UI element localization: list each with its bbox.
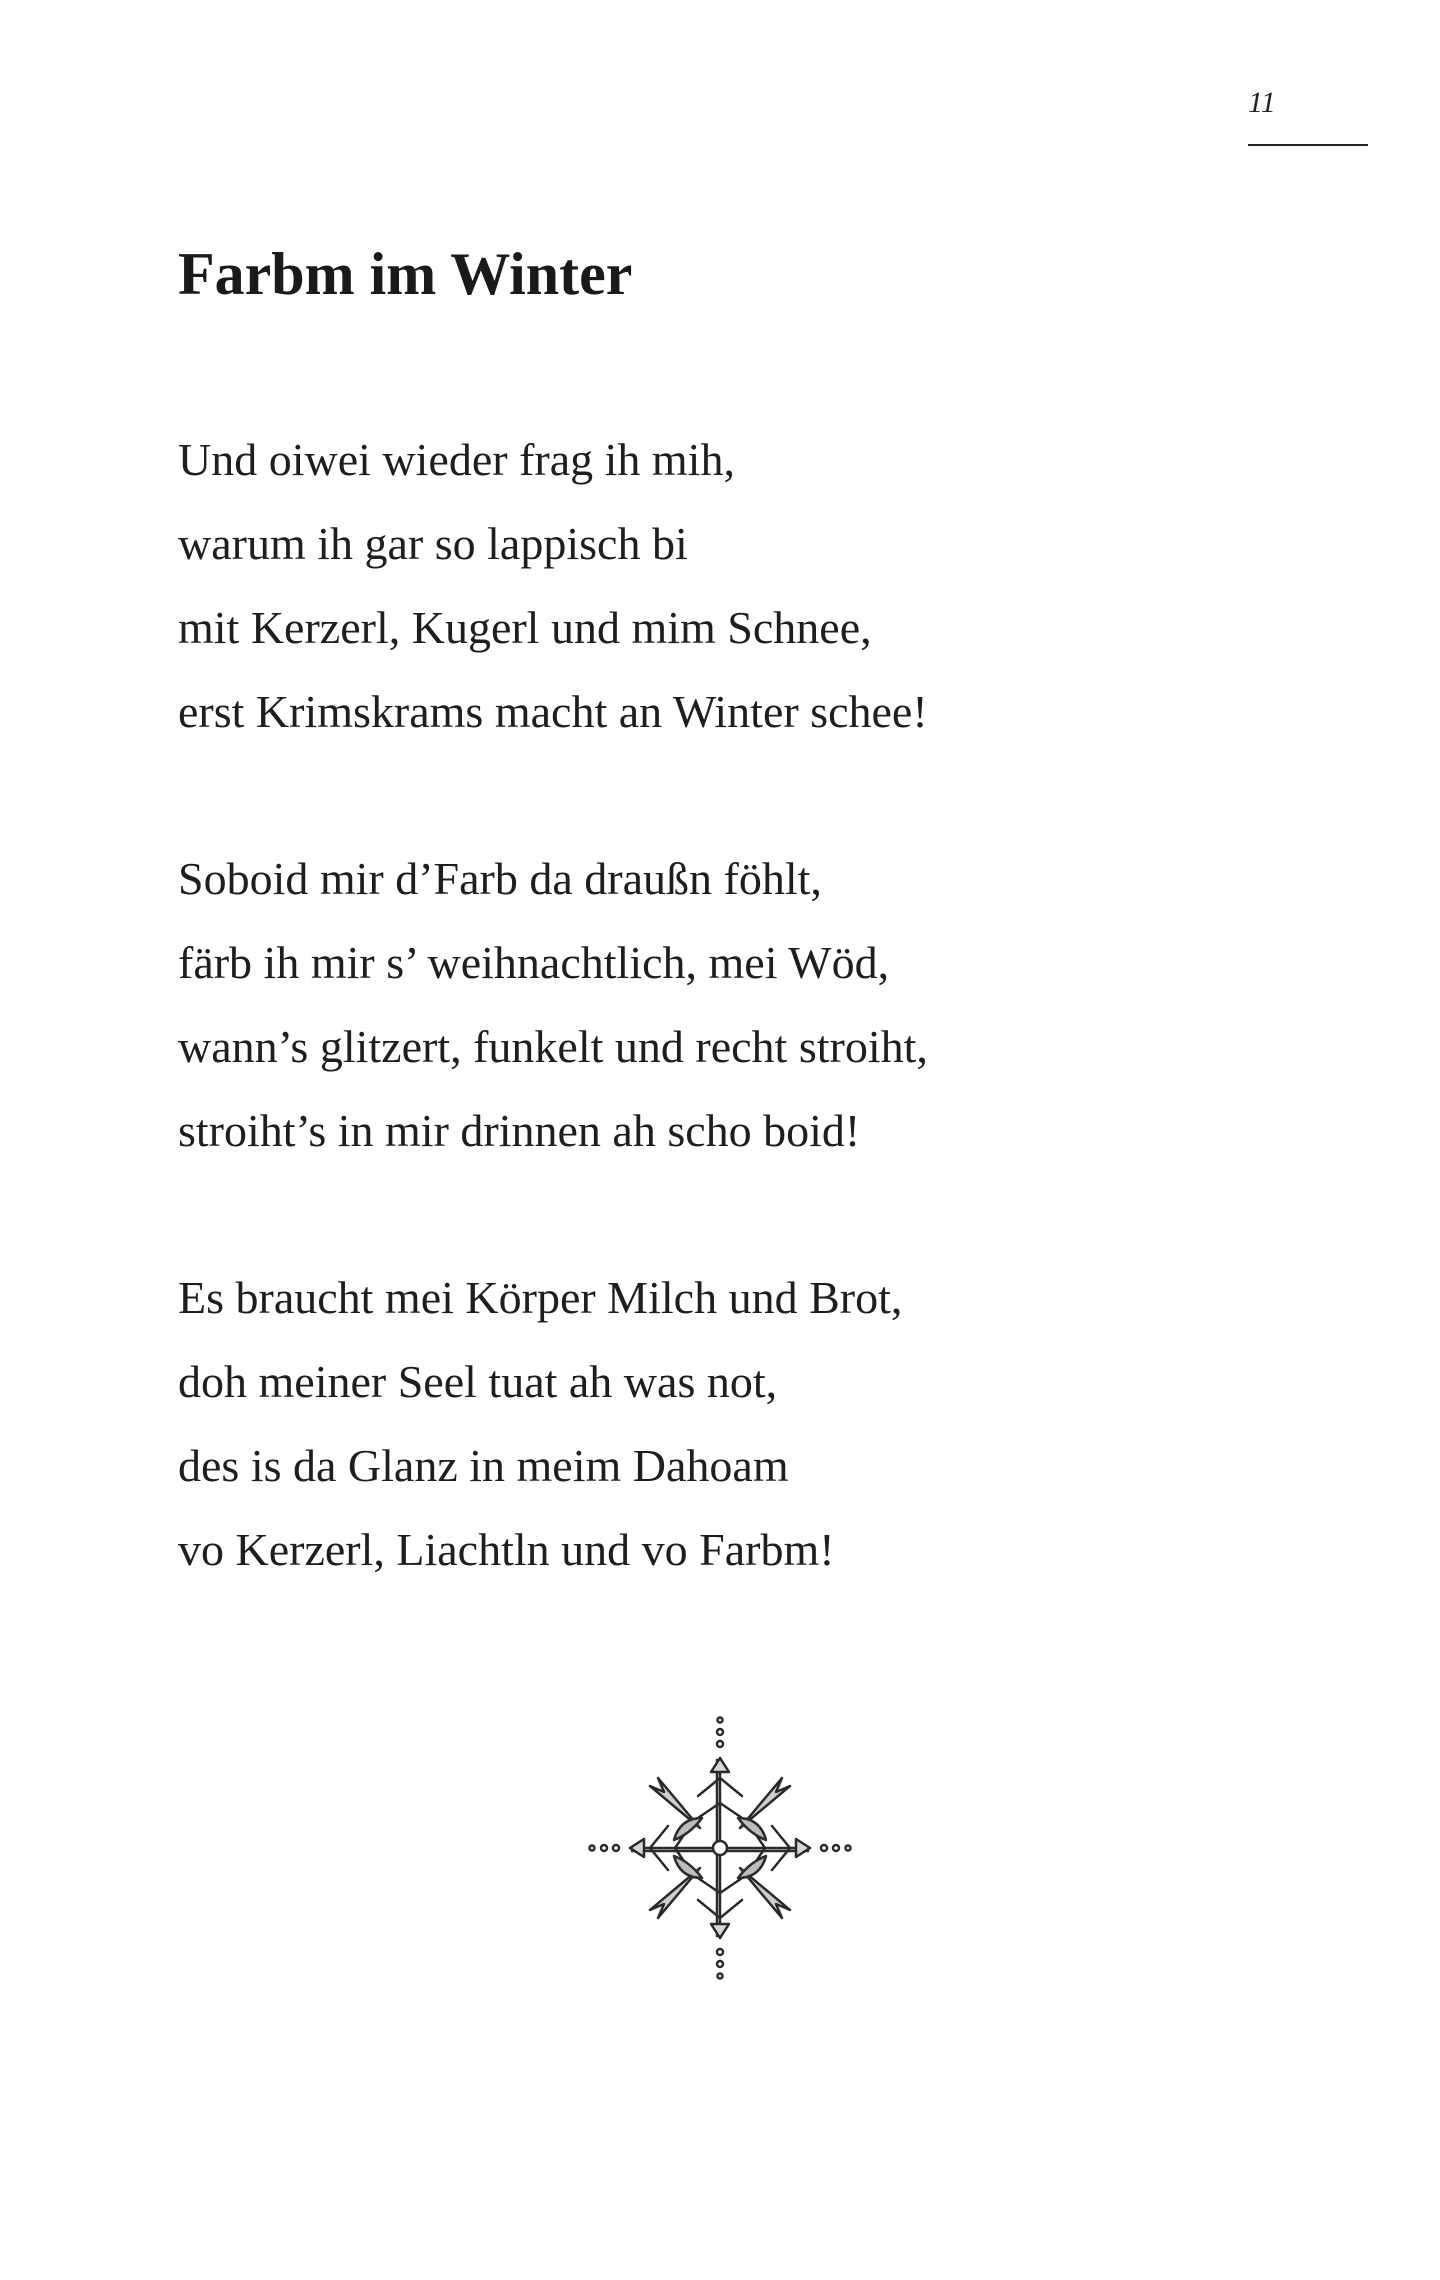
poem-body [178,418,1278,1675]
snowflake-ornament-icon [570,1708,870,1988]
poem-line: wann’s glitzert, funkelt und recht stroiht, [178,1021,928,1072]
poem-line: stroiht’s in mir drinnen ah scho boid! [178,1105,861,1156]
poem-line: vo Kerzerl, Liachtln und vo Farbm! [178,1524,835,1575]
poem-line: warum ih gar so lappisch bi [178,518,688,569]
poem-line: doh meiner Seel tuat ah was not, [178,1356,778,1407]
poem-line: Soboid mir d’Farb da draußn föhlt, [178,853,822,904]
poem-line: des is da Glanz in meim Dahoam [178,1440,789,1491]
poem-line: färb ih mir s’ weihnachtlich, mei Wöd, [178,937,890,988]
poem-line: Und oiwei wieder frag ih mih, [178,434,735,485]
poem-line: mit Kerzerl, Kugerl und mim Schnee, [178,602,872,653]
page-number-rule [1248,144,1368,146]
poem-line: erst Krimskrams macht an Winter schee! [178,686,928,737]
stanza-3 [178,1256,1278,1592]
poem-title: Farbm im Winter [178,241,633,307]
stanza-1 [178,418,1278,754]
poem-line: Es braucht mei Körper Milch und Brot, [178,1272,903,1323]
page-number: 11 [1248,86,1276,119]
stanza-2 [178,837,1278,1173]
